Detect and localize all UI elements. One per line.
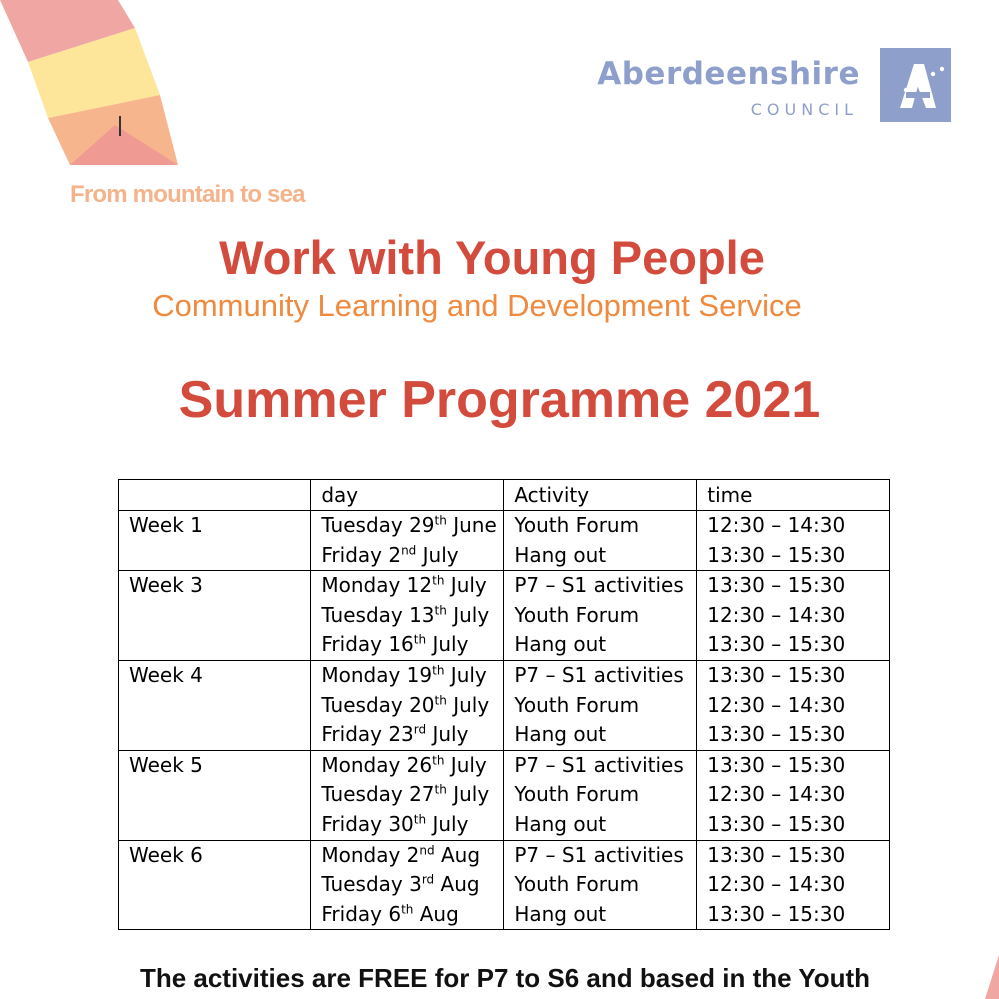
day-label (321, 571, 503, 601)
header-cell-time: time (697, 480, 890, 511)
activity-label: Youth Forum (514, 602, 640, 627)
activity-label: P7 – S1 activities (514, 662, 684, 687)
header-cell-week (119, 480, 311, 511)
time-label: 12:30 – 14:30 (707, 602, 846, 627)
day-date: Monday 26 (321, 752, 433, 777)
day-label (321, 661, 503, 691)
day-date: Tuesday 3 (321, 872, 422, 897)
council-subtitle: COUNCIL (750, 100, 858, 119)
day-month: Aug (413, 901, 459, 926)
time-cell (697, 660, 890, 750)
day-date: Monday 19 (321, 662, 433, 687)
table-row (119, 750, 890, 840)
activity-label: Hang out (514, 811, 607, 836)
day-label (321, 691, 503, 721)
time-cell (697, 840, 890, 930)
week-cell (119, 840, 311, 930)
time-label: 13:30 – 15:30 (707, 811, 846, 836)
day-ordinal: nd (419, 842, 435, 857)
activity-label: Youth Forum (514, 872, 640, 897)
day-ordinal: th (432, 753, 445, 768)
time-label: 13:30 – 15:30 (707, 573, 846, 598)
day-date: Friday 30 (321, 811, 414, 836)
activity-label: Youth Forum (514, 513, 640, 537)
day-cell (311, 750, 504, 840)
day-label (321, 780, 503, 810)
time-label: 12:30 – 14:30 (707, 872, 846, 897)
day-ordinal: th (434, 782, 447, 797)
day-date: Friday 16 (321, 632, 414, 657)
week-label: Week 5 (129, 752, 203, 777)
day-ordinal: th (434, 692, 447, 707)
activity-cell (504, 660, 697, 750)
week-cell (119, 571, 311, 661)
day-month: July (444, 662, 487, 687)
day-month: July (416, 542, 459, 567)
week-cell (119, 750, 311, 840)
day-month: July (444, 573, 487, 598)
day-month: July (446, 692, 490, 717)
table-row (119, 840, 890, 930)
day-ordinal: th (401, 902, 414, 917)
day-cell (311, 511, 504, 571)
day-month: Aug (434, 842, 481, 867)
day-ordinal: th (434, 603, 447, 618)
day-ordinal: rd (421, 872, 435, 887)
tagline: From mountain to sea (70, 181, 305, 208)
decorative-stripes-graphic (0, 0, 180, 170)
activity-label: P7 – S1 activities (514, 573, 684, 598)
day-month: July (444, 752, 487, 777)
day-date: Tuesday 29 (321, 513, 435, 537)
activity-label: Hang out (514, 542, 607, 567)
day-ordinal: th (432, 573, 445, 588)
week-label: Week 4 (129, 662, 203, 687)
programme-title: Summer Programme 2021 (178, 371, 821, 429)
footer-note: The activities are FREE for P7 to S6 and based in the Youth (139, 963, 871, 993)
week-cell (119, 511, 311, 571)
time-label: 13:30 – 15:30 (707, 542, 846, 567)
day-cell (311, 840, 504, 930)
page-title: Work with Young People (219, 231, 765, 284)
time-label: 12:30 – 14:30 (707, 692, 846, 717)
header-cell-activity: Activity (504, 480, 697, 511)
day-label (321, 870, 503, 900)
day-ordinal: th (413, 812, 427, 827)
time-cell (697, 571, 890, 661)
day-label (321, 841, 503, 871)
activity-label: Hang out (514, 901, 607, 926)
activity-cell (504, 511, 697, 571)
council-brand (590, 56, 860, 119)
activity-label: P7 – S1 activities (514, 842, 684, 867)
time-label: 13:30 – 15:30 (707, 901, 846, 926)
day-date: Tuesday 20 (321, 692, 435, 717)
activity-cell (504, 840, 697, 930)
time-label: 13:30 – 15:30 (707, 752, 846, 777)
day-ordinal: th (432, 663, 445, 678)
activity-cell (504, 571, 697, 661)
service-subtitle: Community Learning and Development Service (152, 288, 802, 323)
time-label: 13:30 – 15:30 (707, 632, 846, 657)
day-label (321, 601, 503, 631)
week-label: Week 1 (129, 513, 203, 537)
day-label (321, 720, 503, 750)
table-row (119, 571, 890, 661)
time-label: 13:30 – 15:30 (707, 722, 846, 747)
day-label (321, 810, 503, 840)
week-label: Week 3 (129, 573, 203, 598)
table-row (119, 660, 890, 750)
day-cell (311, 571, 504, 661)
activity-label: Youth Forum (514, 692, 640, 717)
day-date: Friday 23 (321, 722, 414, 747)
day-ordinal: nd (401, 542, 417, 557)
week-cell (119, 660, 311, 750)
time-label: 13:30 – 15:30 (707, 662, 846, 687)
activity-label: P7 – S1 activities (514, 752, 684, 777)
day-month: Aug (434, 872, 480, 897)
day-date: Tuesday 27 (321, 782, 435, 807)
aberdeenshire-a-logo-icon (880, 48, 951, 122)
day-ordinal: rd (413, 722, 427, 737)
day-date: Monday 12 (321, 573, 433, 598)
day-month: July (446, 602, 490, 627)
header-cell-day: day (311, 480, 504, 511)
day-month: July (426, 632, 469, 657)
day-cell (311, 660, 504, 750)
activity-label: Youth Forum (514, 782, 640, 807)
decorative-corner-shape (985, 955, 999, 999)
table-header-row (119, 480, 890, 511)
text-cursor (119, 116, 121, 136)
activity-label: Hang out (514, 632, 607, 657)
table-row (119, 511, 890, 571)
day-label (321, 541, 503, 571)
day-date: Friday 6 (321, 901, 402, 926)
time-cell (697, 750, 890, 840)
time-label: 12:30 – 14:30 (707, 513, 846, 537)
day-label (321, 900, 503, 930)
time-cell (697, 511, 890, 571)
time-label: 12:30 – 14:30 (707, 782, 846, 807)
day-month: July (426, 722, 469, 747)
schedule-table (118, 479, 890, 930)
day-date: Monday 2 (321, 842, 420, 867)
day-date: Tuesday 13 (321, 602, 435, 627)
day-month: July (426, 811, 469, 836)
day-label (321, 630, 503, 660)
day-date: Friday 2 (321, 542, 402, 567)
day-ordinal: th (413, 632, 427, 647)
day-label (321, 511, 503, 541)
day-month: June (446, 513, 497, 537)
day-ordinal: th (434, 513, 447, 528)
day-label (321, 751, 503, 781)
council-name: Aberdeenshire (597, 56, 860, 92)
week-label: Week 6 (129, 842, 203, 867)
activity-label: Hang out (514, 722, 607, 747)
day-month: July (446, 782, 490, 807)
time-label: 13:30 – 15:30 (707, 842, 846, 867)
activity-cell (504, 750, 697, 840)
